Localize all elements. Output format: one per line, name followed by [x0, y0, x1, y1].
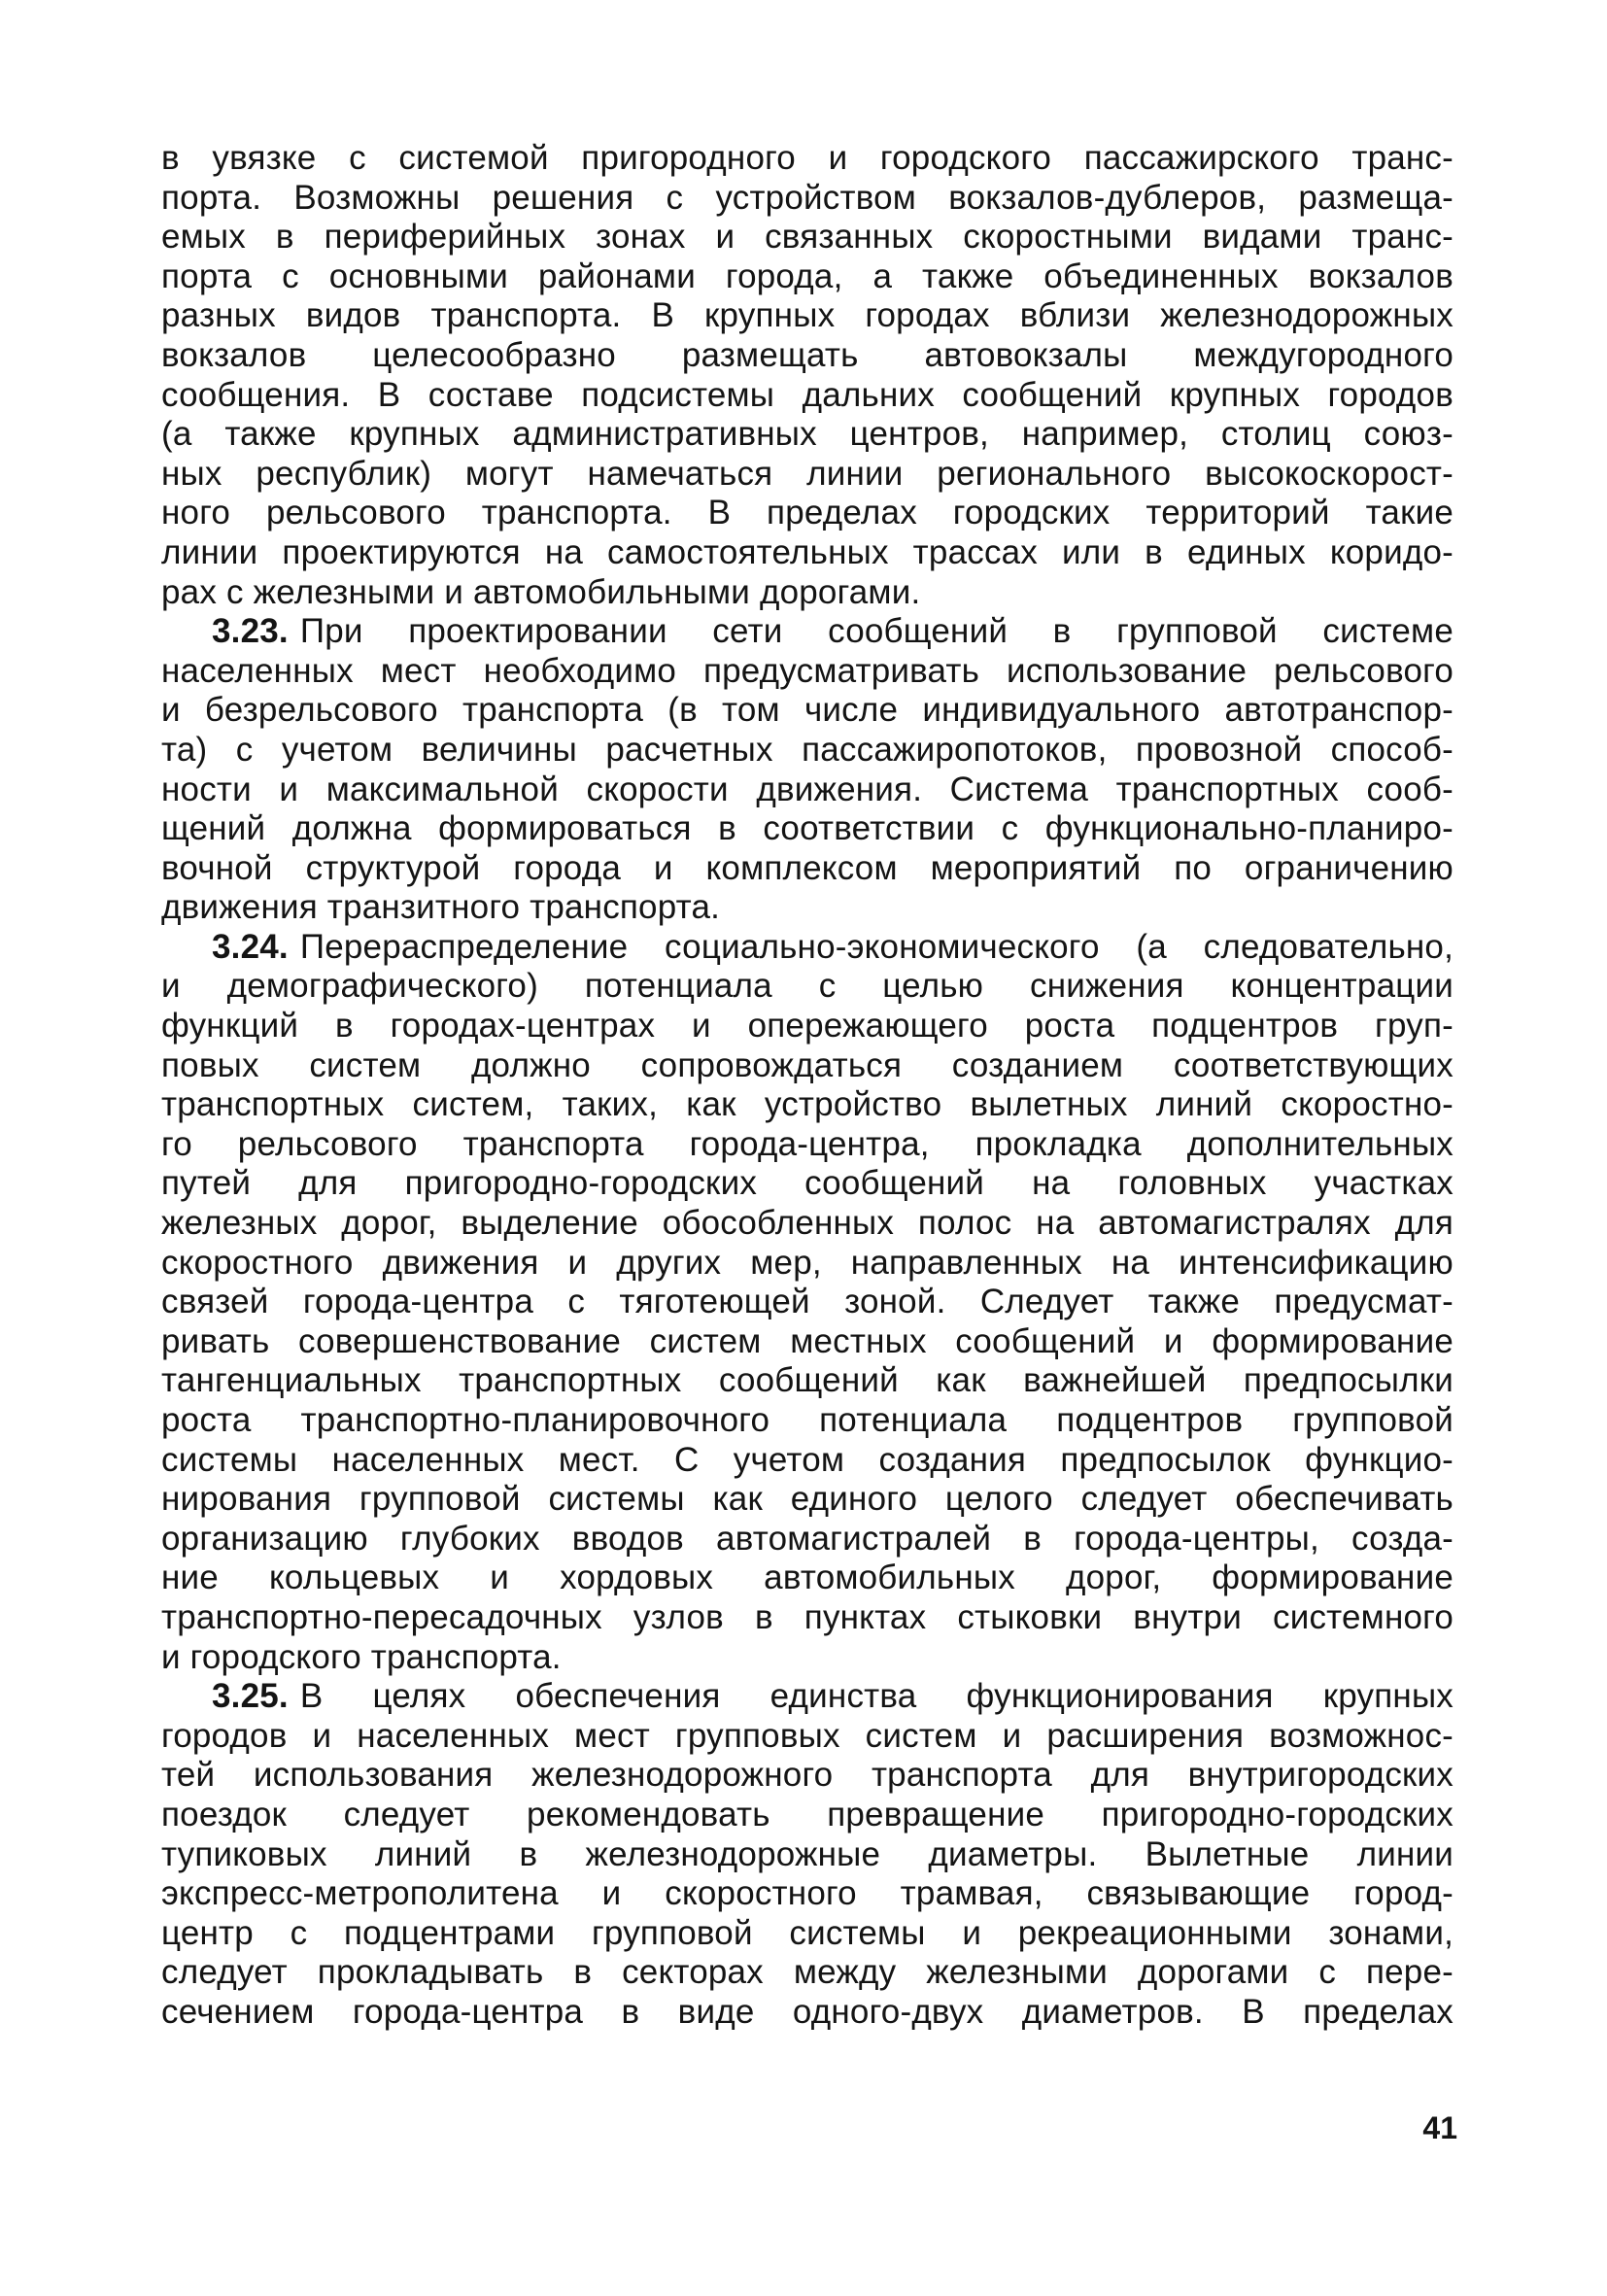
text-line — [161, 1914, 1453, 1954]
text-line — [161, 1480, 1453, 1520]
line-text: вочной структурой города и комплексом мероприятий по ограничению — [161, 848, 1453, 887]
line-text: рах с железными и автомобильными дорогами. — [161, 572, 921, 611]
line-text: в увязке с системой пригородного и городского пассажирского транс- — [161, 139, 1453, 177]
line-text: ние кольцевых и хордовых автомобильных дорог, формирование — [161, 1559, 1453, 1597]
text-line — [161, 376, 1453, 416]
text-line — [161, 1361, 1453, 1401]
line-text: следует прокладывать в секторах между железными дорогами с пере- — [161, 1953, 1453, 1992]
line-text: связей города-центра с тяготеющей зоной. Следует также предусмат- — [161, 1283, 1453, 1321]
text-line — [161, 1204, 1453, 1244]
text-line — [161, 1638, 1453, 1678]
text-line — [161, 139, 1453, 179]
section-3-24 — [161, 928, 1453, 1677]
line-text: ности и максимальной скорости движения. Система транспортных сооб- — [161, 770, 1453, 808]
section-number: 3.23. — [212, 612, 289, 651]
line-text: тей использования железнодорожного транспорта для внутригородских — [161, 1756, 1453, 1795]
line-text: порта. Возможны решения с устройством вокзалов-дублеров, размеща- — [161, 178, 1453, 217]
line-text: роста транспортно-планировочного потенциала подцентров групповой — [161, 1401, 1453, 1439]
line-text: центр с подцентрами групповой системы и рекреационными зонами, — [161, 1913, 1453, 1952]
line-text: и демографического) потенциала с целью снижения концентрации — [161, 967, 1453, 1006]
text-line — [161, 296, 1453, 336]
text-line — [161, 179, 1453, 219]
text-line — [161, 1046, 1453, 1086]
line-text: ных республик) могут намечаться линии регионального высокоскорост- — [161, 454, 1453, 493]
text-line — [161, 455, 1453, 495]
page-number: 41 — [1422, 2110, 1457, 2145]
line-text: повых систем должно сопровождаться созданием соответствующих — [161, 1045, 1453, 1084]
line-text: При проектировании сети сообщений в групповой системе — [299, 612, 1453, 651]
text-line — [161, 1756, 1453, 1796]
section-3-23 — [161, 612, 1453, 928]
line-text: железных дорог, выделение обособленных полос на автомагистралях для — [161, 1204, 1453, 1243]
line-text: линии проектируются на самостоятельных трассах или в единых коридо- — [161, 532, 1453, 571]
paragraph-continued — [161, 139, 1453, 612]
text-line — [161, 1401, 1453, 1441]
section-number: 3.24. — [212, 927, 289, 966]
text-line — [161, 1007, 1453, 1046]
line-text: транспортных систем, таких, как устройство вылетных линий скоростно- — [161, 1085, 1453, 1124]
text-line — [161, 849, 1453, 889]
line-text: транспортно-пересадочных узлов в пунктах стыковки внутри системного — [161, 1597, 1453, 1636]
text-line — [161, 967, 1453, 1007]
line-text: и городского транспорта. — [161, 1637, 562, 1676]
line-text: системы населенных мест. С учетом создания предпосылок функцио- — [161, 1440, 1453, 1479]
text-line — [161, 612, 1453, 652]
text-line — [161, 573, 1453, 613]
text-line — [161, 415, 1453, 455]
text-line — [161, 1441, 1453, 1481]
line-text: емых в периферийных зонах и связанных скоростными видами транс- — [161, 218, 1453, 257]
line-text: щений должна формироваться в соответствии с функционально-планиро- — [161, 809, 1453, 848]
text-line — [161, 218, 1453, 257]
text-line — [161, 1796, 1453, 1835]
text-line — [161, 1125, 1453, 1165]
line-text: тупиковых линий в железнодорожные диаметры. Вылетные линии — [161, 1834, 1453, 1873]
text-line — [161, 1322, 1453, 1362]
text-line — [161, 1283, 1453, 1322]
text-line — [161, 1993, 1453, 2033]
line-text: и безрельсового транспорта (в том числе индивидуального автотранспор- — [161, 691, 1453, 730]
text-line — [161, 1874, 1453, 1914]
line-text: городов и населенных мест групповых систем и расширения возможнос- — [161, 1716, 1453, 1755]
line-text: населенных мест необходимо предусматривать использование рельсового — [161, 651, 1453, 690]
line-text: путей для пригородно-городских сообщений на головных участках — [161, 1164, 1453, 1203]
line-text: (а также крупных административных центров, например, столиц союз- — [161, 415, 1453, 454]
line-text: организацию глубоких вводов автомагистралей в города-центры, созда- — [161, 1519, 1453, 1558]
section-number: 3.25. — [212, 1677, 289, 1716]
text-line — [161, 1085, 1453, 1125]
text-line — [161, 771, 1453, 810]
text-line — [161, 533, 1453, 573]
line-text: Перераспределение социально-экономического (а следовательно, — [299, 927, 1453, 966]
line-text: го рельсового транспорта города-центра, прокладка дополнительных — [161, 1124, 1453, 1163]
text-line — [161, 1598, 1453, 1638]
text-line — [161, 1717, 1453, 1757]
line-text: ного рельсового транспорта. В пределах городских территорий такие — [161, 494, 1453, 532]
text-line — [161, 1677, 1453, 1717]
text-line — [161, 652, 1453, 692]
text-line — [161, 1244, 1453, 1284]
line-text: функций в городах-центрах и опережающего роста подцентров груп- — [161, 1007, 1453, 1045]
line-text: В целях обеспечения единства функционирования крупных — [299, 1677, 1453, 1716]
line-text: поездок следует рекомендовать превращение пригородно-городских — [161, 1795, 1453, 1833]
text-line — [161, 1835, 1453, 1875]
line-text: порта с основными районами города, а также объединенных вокзалов — [161, 257, 1453, 295]
line-text: нирования групповой системы как единого целого следует обеспечивать — [161, 1480, 1453, 1519]
text-line — [161, 928, 1453, 968]
line-text: движения транзитного транспорта. — [161, 888, 721, 927]
line-text: ривать совершенствование систем местных сообщений и формирование — [161, 1321, 1453, 1360]
body-text — [161, 139, 1453, 2033]
line-text: сообщения. В составе подсистемы дальних сообщений крупных городов — [161, 375, 1453, 414]
line-text: тангенциальных транспортных сообщений как важнейшей предпосылки — [161, 1361, 1453, 1400]
line-text: разных видов транспорта. В крупных городах вблизи железнодорожных — [161, 296, 1453, 335]
line-text: вокзалов целесообразно размещать автовокзалы междугородного — [161, 335, 1453, 374]
line-text: скоростного движения и других мер, направленных на интенсификацию — [161, 1243, 1453, 1282]
text-line — [161, 731, 1453, 771]
text-line — [161, 691, 1453, 731]
text-line — [161, 336, 1453, 376]
text-line — [161, 1559, 1453, 1598]
text-line — [161, 1520, 1453, 1559]
text-line — [161, 1164, 1453, 1204]
text-line — [161, 888, 1453, 928]
text-line — [161, 257, 1453, 297]
line-text: сечением города-центра в виде одного-двух диаметров. В пределах — [161, 1992, 1453, 2031]
text-line — [161, 494, 1453, 533]
text-line — [161, 1953, 1453, 1993]
section-3-25 — [161, 1677, 1453, 2032]
line-text: та) с учетом величины расчетных пассажиропотоков, провозной способ- — [161, 730, 1453, 769]
text-line — [161, 809, 1453, 849]
line-text: экспресс-метрополитена и скоростного трамвая, связывающие город- — [161, 1874, 1453, 1913]
